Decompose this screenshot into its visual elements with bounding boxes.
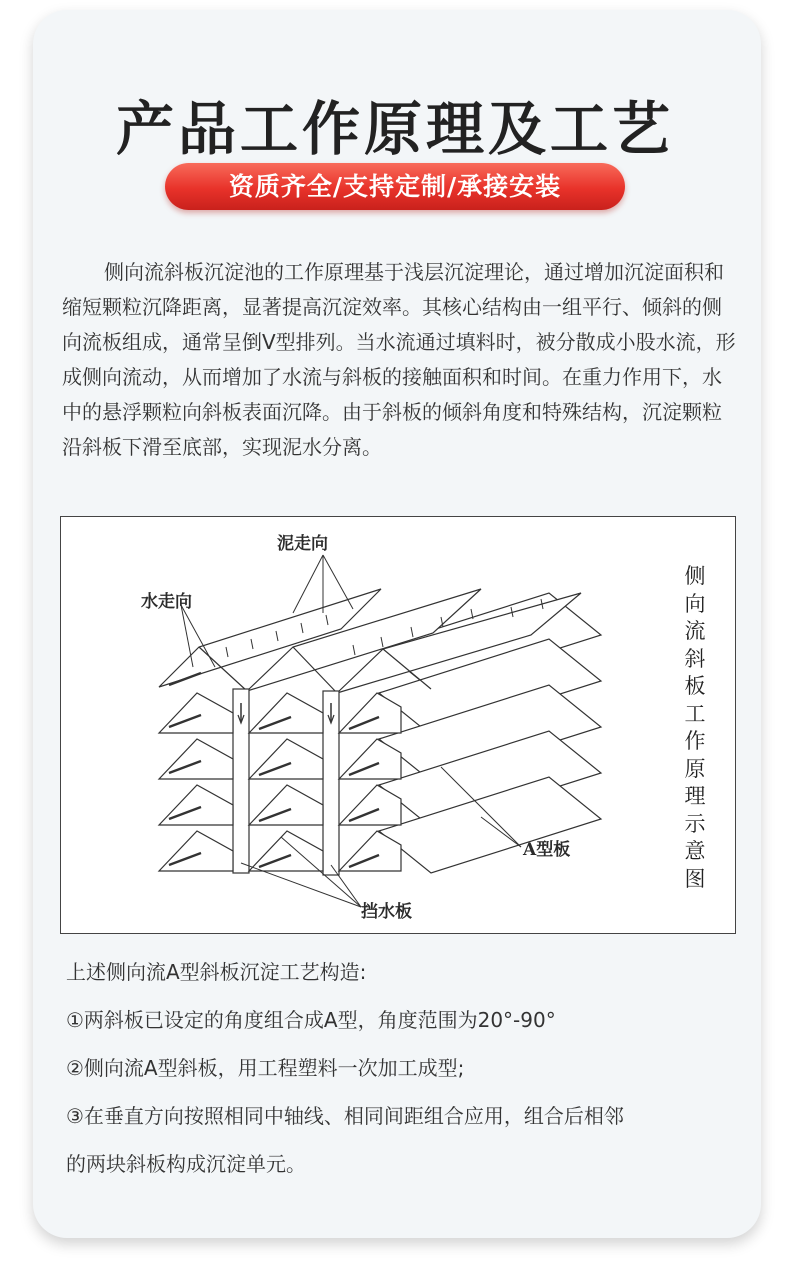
baffle-label: 挡水板 [361,902,412,922]
page-title: 产品工作原理及工艺 [115,95,674,163]
step-item: ①两斜板已设定的角度组合成A型，角度范围为20°-90° [66,1008,556,1032]
a-plate-label: A型板 [523,840,571,860]
step-item: ②侧向流A型斜板，用工程塑料一次加工成型; [66,1056,465,1080]
steps-intro: 上述侧向流A型斜板沉淀工艺构造: [66,960,367,984]
step-item: ③在垂直方向按照相同中轴线、相同间距组合应用，组合后相邻 [66,1104,624,1128]
intro-paragraph: 侧向流斜板沉淀池的工作原理基于浅层沉淀理论，通过增加沉淀面积和缩短颗粒沉降距离，显著提高沉淀效率。其核心结构由一组平行、倾斜的侧向流板组成，通常呈倒V型排列。当水流通过填料时，被分散成小股水流，形成侧向流动，从而增加了水流与斜板的接触面积和时间。在重力作用下，水中的悬浮颗粒向斜板表面沉降。由于斜板的倾斜角度和特殊结构，沉淀颗粒沿斜板下滑至底部，实现泥水分离。 [62,260,736,459]
qualification-badge: 资质齐全/支持定制/承接安装 [165,163,625,210]
water-direction-label: 水走向 [141,592,192,612]
diagram-caption: 侧向流斜板工作原理示意图 [684,564,706,891]
principle-diagram [60,516,736,934]
diagram-drawing [61,517,735,933]
process-steps [66,958,746,1190]
step-item: 的两块斜板构成沉淀单元。 [66,1152,306,1176]
v-plate-rows [159,693,401,871]
sludge-direction-label: 泥走向 [277,534,328,554]
